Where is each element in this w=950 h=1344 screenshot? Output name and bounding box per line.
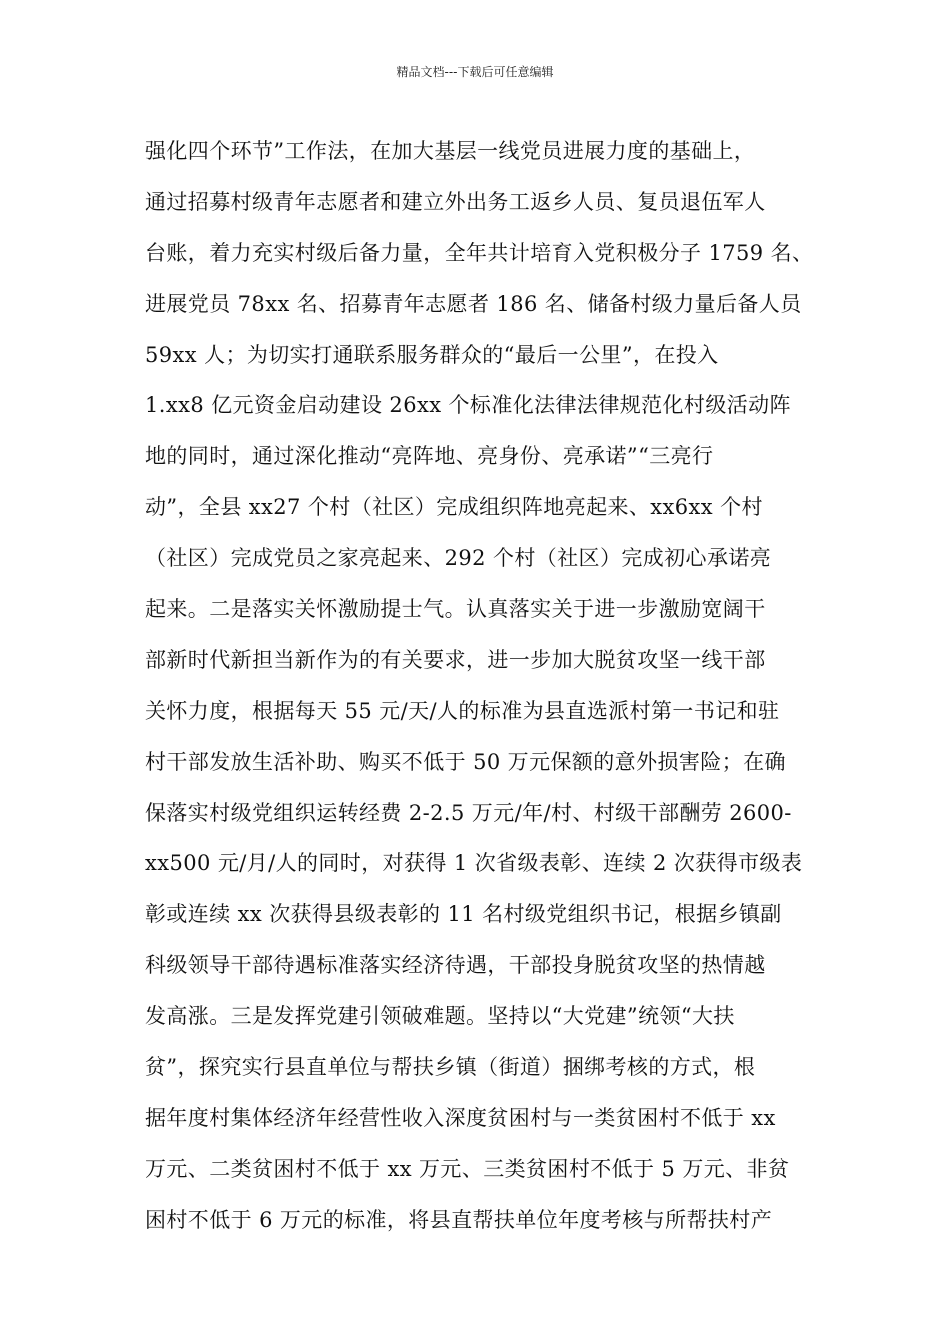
- text-line: 起来。二是落实关怀激励提士气。认真落实关于进一步激励宽阔干: [145, 597, 766, 622]
- text-line: 进展党员 78xx 名、招募青年志愿者 186 名、储备村级力量后备人员: [145, 291, 802, 316]
- text-line: 彰或连续 xx 次获得县级表彰的 11 名村级党组织书记，根据乡镇副: [145, 902, 782, 927]
- body-text: [145, 126, 845, 1246]
- text-line: 关怀力度，根据每天 55 元/天/人的标准为县直选派村第一书记和驻: [145, 698, 780, 723]
- text-line: 万元、二类贫困村不低于 xx 万元、三类贫困村不低于 5 万元、非贫: [145, 1156, 790, 1181]
- page-header: 精品文档---下载后可任意编辑: [396, 65, 554, 79]
- text-line: 村干部发放生活补助、购买不低于 50 万元保额的意外损害险；在确: [145, 749, 786, 774]
- text-line: 据年度村集体经济年经营性收入深度贫困村与一类贫困村不低于 xx: [145, 1105, 776, 1130]
- text-line: 贫”，探究实行县直单位与帮扶乡镇（街道）捆绑考核的方式，根: [145, 1055, 756, 1080]
- text-line: 地的同时，通过深化推动“亮阵地、亮身份、亮承诺”“三亮行: [145, 444, 714, 469]
- text-line: 1.xx8 亿元资金启动建设 26xx 个标准化法律法律规范化村级活动阵: [145, 393, 791, 418]
- text-line: 保落实村级党组织运转经费 2-2.5 万元/年/村、村级干部酬劳 2600-: [145, 800, 792, 825]
- text-line: 强化四个环节”工作法，在加大基层一线党员进展力度的基础上，: [145, 139, 756, 163]
- text-line: 科级领导干部待遇标准落实经济待遇，干部投身脱贫攻坚的热情越: [145, 953, 766, 978]
- text-line: 部新时代新担当新作为的有关要求，进一步加大脱贫攻坚一线干部: [145, 647, 766, 672]
- text-line: 动”，全县 xx27 个村（社区）完成组织阵地亮起来、xx6xx 个村: [145, 495, 763, 520]
- text-line: 台账，着力充实村级后备力量，全年共计培育入党积极分子 1759 名、: [145, 240, 814, 265]
- text-line: （社区）完成党员之家亮起来、292 个村（社区）完成初心承诺亮: [145, 546, 772, 571]
- text-line: 困村不低于 6 万元的标准，将县直帮扶单位年度考核与所帮扶村产: [145, 1207, 773, 1232]
- text-line: 59xx 人；为切实打通联系服务群众的“最后一公里”，在投入: [145, 342, 719, 367]
- text-line: xx500 元/月/人的同时，对获得 1 次省级表彰、连续 2 次获得市级表: [145, 851, 803, 876]
- text-line: 通过招募村级青年志愿者和建立外出务工返乡人员、复员退伍军人: [145, 189, 766, 214]
- text-line: 发高涨。三是发挥党建引领破难题。坚持以“大党建”统领“大扶: [145, 1004, 735, 1029]
